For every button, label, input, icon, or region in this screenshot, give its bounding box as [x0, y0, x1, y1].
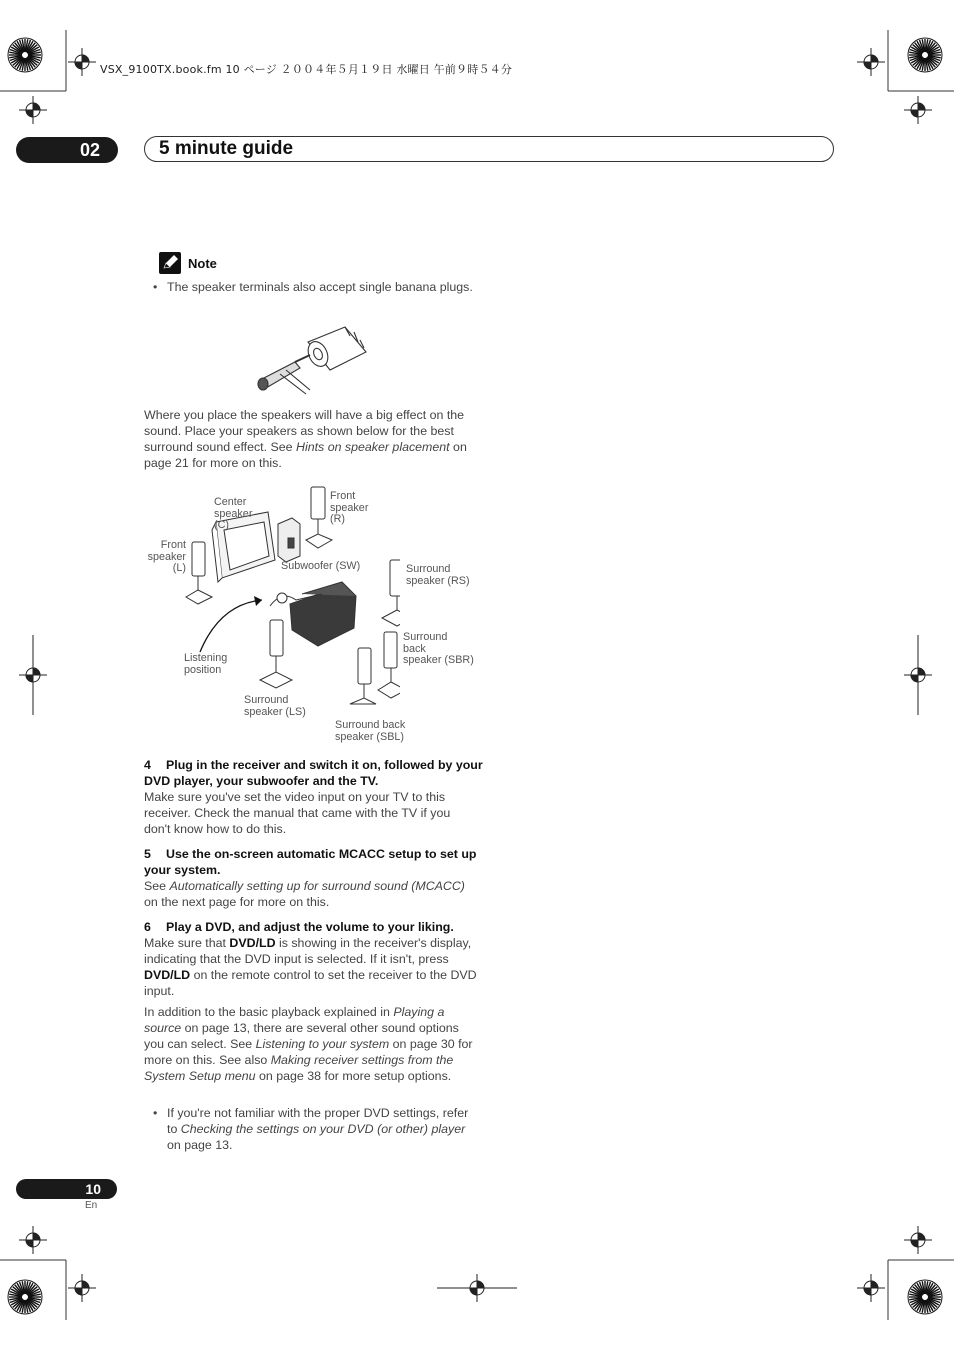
page-language: En: [85, 1200, 98, 1211]
label-surround-rs: Surround speaker (RS): [406, 563, 470, 587]
step-6-p2-text-g: on page 38 for more setup options.: [255, 1069, 452, 1083]
playing-a-source-link[interactable]: Playing a source: [144, 1005, 445, 1035]
dvd-ld-label-1: DVD/LD: [229, 936, 276, 950]
front-right-speaker: [311, 487, 325, 519]
step-6-p1-text-e: on the remote control to set the receiver to the DVD input.: [144, 968, 477, 998]
label-listening-position: Listening position: [184, 652, 228, 676]
surround-back-right-speaker: [384, 632, 397, 668]
label-surround-back-sbl: Surround back speaker (SBL): [335, 719, 406, 743]
step-6-p2-text-a: In addition to the basic playback explained in: [144, 1005, 394, 1019]
step-5-text-1: See: [144, 879, 170, 893]
page-number-badge: [16, 1179, 117, 1199]
page-number: 10: [85, 1181, 101, 1197]
step-6-bullet-text: [167, 1105, 477, 1153]
label-front-right: Front speaker (R): [330, 490, 369, 525]
dvd-ld-label-2: DVD/LD: [144, 968, 191, 982]
label-front-left: Front speaker (L): [147, 539, 186, 574]
step-6-bullet-text-a: If you're not familiar with the proper DVD settings, refer to: [167, 1106, 469, 1136]
step-6-paragraph-2: [144, 1004, 479, 1084]
label-surround-ls: Surround speaker (LS): [244, 694, 306, 718]
label-subwoofer: Subwoofer (SW): [281, 560, 361, 572]
step-4-number: 4: [144, 758, 151, 772]
step-5-heading: [144, 846, 484, 878]
step-6-number: 6: [144, 920, 151, 934]
step-4-body: Make sure you've set the video input on your TV to this receiver. Check the manual that came with the TV if you don't know how to do this.: [144, 790, 451, 836]
placement-text-2: on page 21 for more on this.: [144, 440, 467, 470]
step-6-p1-text-a: Make sure that: [144, 936, 230, 950]
step-5-reference-link[interactable]: Automatically setting up for surround sound (MCACC): [169, 879, 465, 893]
listening-to-your-system-link[interactable]: Listening to your system: [255, 1037, 390, 1051]
step-6-paragraph-1: [144, 935, 479, 999]
label-surround-back-sbr: Surround back speaker (SBR): [403, 631, 474, 666]
note-pencil-icon: [159, 252, 181, 274]
system-setup-menu-link[interactable]: Making receiver settings from the System Setup menu: [144, 1053, 454, 1083]
step-5-text-2: on the next page for more on this.: [144, 895, 330, 909]
chapter-title: 5 minute guide: [159, 138, 294, 159]
listening-position-arrow: [200, 600, 262, 652]
placement-text-1: Where you place the speakers will have a big effect on the sound. Place your speakers as shown below for the best surround sound effect. See: [144, 408, 465, 454]
note-label: Note: [188, 256, 217, 271]
file-header: VSX_9100TX.book.fm 10 ページ ２００４年５月１９日 水曜日 午前９時５４分: [100, 63, 513, 76]
step-5-number: 5: [144, 847, 151, 861]
chapter-number-badge: [16, 137, 118, 163]
label-center-speaker: Center speaker (C): [214, 496, 253, 531]
step-6-heading-text: Play a DVD, and adjust the volume to your liking.: [166, 920, 454, 934]
placement-reference-link[interactable]: Hints on speaker placement: [296, 440, 450, 454]
surround-left-speaker: [270, 620, 283, 656]
checking-dvd-settings-link[interactable]: Checking the settings on your DVD (or other) player: [180, 1122, 466, 1136]
step-4-heading-text: Plug in the receiver and switch it on, followed by your DVD player, your subwoofer and the TV.: [144, 758, 483, 788]
step-6-heading: [144, 919, 484, 935]
chapter-number: 02: [79, 140, 100, 160]
step-5-heading-text: Use the on-screen automatic MCACC setup to set up your system.: [144, 847, 477, 877]
placement-paragraph: [144, 407, 479, 471]
front-left-speaker: [192, 542, 205, 576]
step-6-bullet-text-c: on page 13.: [167, 1138, 233, 1152]
banana-plug-illustration: [250, 322, 370, 396]
step-5-body: [144, 878, 479, 910]
step-4-heading: [144, 757, 484, 789]
step-6-p2-text-c: on page 13, there are several other sound options you can select. See: [144, 1021, 459, 1051]
step-6-p2-text-e: on page 30 for more on this. See also: [144, 1037, 473, 1067]
surround-right-speaker: [390, 560, 400, 596]
chapter-title-box: [144, 136, 834, 162]
step-6-p1-text-c: is showing in the receiver's display, indicating that the DVD input is selected. If it isn't, press: [144, 936, 472, 966]
note-bullet-text: The speaker terminals also accept single banana plugs.: [167, 280, 473, 294]
surround-back-left-speaker: [358, 648, 371, 684]
